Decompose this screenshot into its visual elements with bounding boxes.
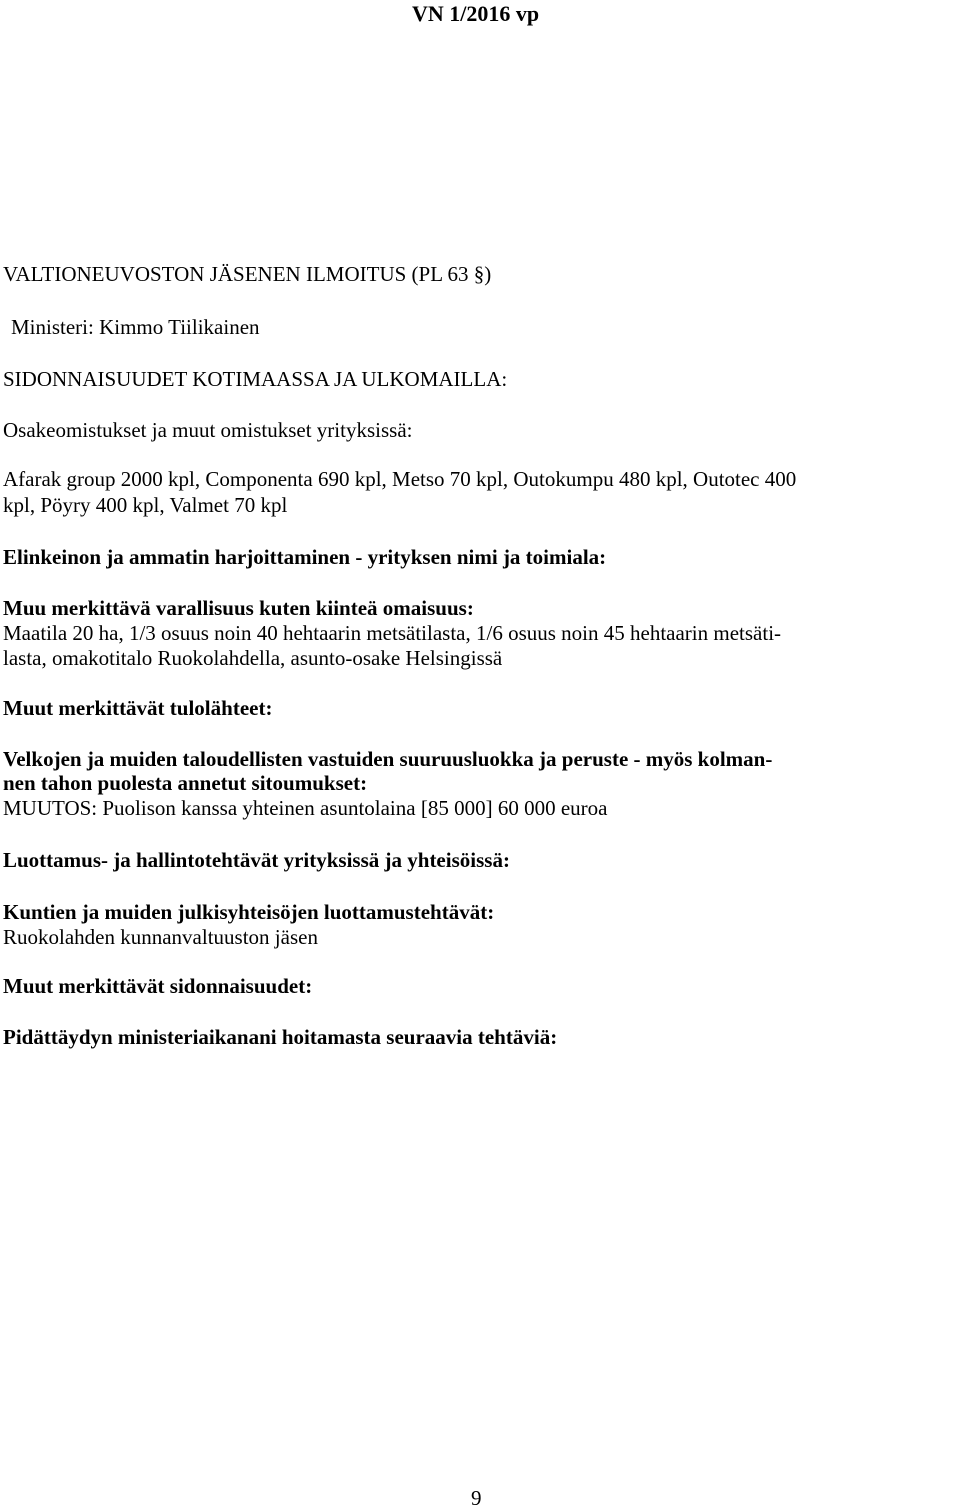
document-reference: VN 1/2016 vp — [412, 1, 540, 26]
assets-line-2: lasta, omakotitalo Ruokolahdella, asunto-osake Helsingissä — [3, 646, 503, 670]
debts-heading-line-1: Velkojen ja muiden taloudellisten vastuiden suuruusluokka ja peruste - myös kolman- — [3, 747, 773, 771]
other-heading: Muut merkittävät sidonnaisuudet: — [3, 974, 313, 998]
debts-value: MUUTOS: Puolison kanssa yhteinen asuntolaina [85 000] 60 000 euroa — [3, 796, 608, 820]
recusal-heading: Pidättäydyn ministeriaikanani hoitamasta seuraavia tehtäviä: — [3, 1025, 558, 1049]
trust-heading: Luottamus- ja hallintotehtävät yrityksissä ja yhteisöissä: — [3, 848, 510, 872]
page-number: 9 — [471, 1486, 482, 1510]
minister-line: Ministeri: Kimmo Tiilikainen — [11, 315, 260, 339]
municipal-value: Ruokolahden kunnanvaltuuston jäsen — [3, 925, 318, 949]
debts-heading-line-2: nen tahon puolesta annetut sitoumukset: — [3, 771, 368, 795]
income-heading: Muut merkittävät tulolähteet: — [3, 696, 273, 720]
shareholdings-heading: Osakeomistukset ja muut omistukset yrityksissä: — [3, 418, 413, 442]
shareholdings-line-1: Afarak group 2000 kpl, Componenta 690 kpl, Metso 70 kpl, Outokumpu 480 kpl, Outotec 400 — [3, 467, 797, 491]
shareholdings-line-2: kpl, Pöyry 400 kpl, Valmet 70 kpl — [3, 493, 288, 517]
municipal-heading: Kuntien ja muiden julkisyhteisöjen luottamustehtävät: — [3, 900, 495, 924]
business-heading: Elinkeinon ja ammatin harjoittaminen - yrityksen nimi ja toimiala: — [3, 545, 607, 569]
dependencies-heading: SIDONNAISUUDET KOTIMAASSA JA ULKOMAILLA: — [3, 367, 508, 391]
assets-heading: Muu merkittävä varallisuus kuten kiinteä omaisuus: — [3, 596, 474, 620]
document-title: VALTIONEUVOSTON JÄSENEN ILMOITUS (PL 63 §) — [3, 262, 492, 286]
assets-line-1: Maatila 20 ha, 1/3 osuus noin 40 hehtaarin metsätilasta, 1/6 osuus noin 45 hehtaarin metsäti- — [3, 621, 782, 645]
